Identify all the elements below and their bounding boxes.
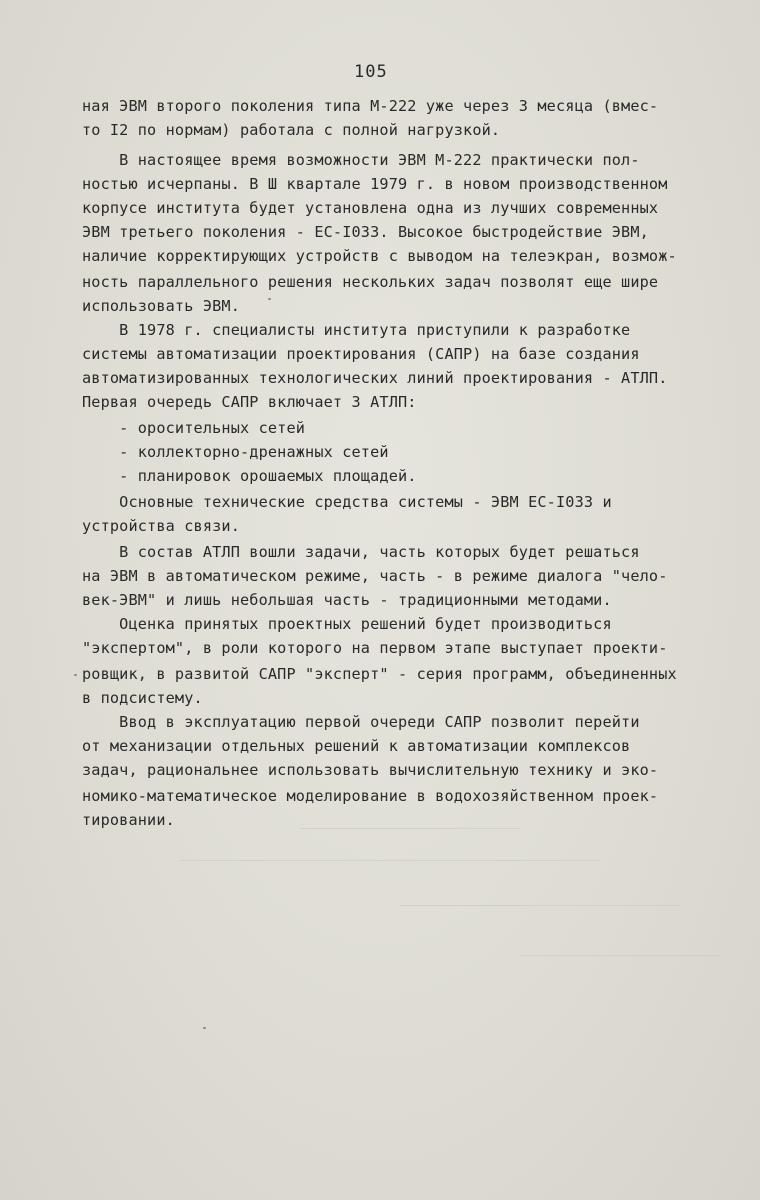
- list-item: - коллекторно-дренажных сетей: [82, 443, 389, 461]
- show-through-mark: [400, 905, 680, 906]
- text-line: Оценка принятых проектных решений будет производиться: [82, 615, 612, 633]
- paper-speck: [74, 674, 77, 676]
- text-line: использовать ЭВМ.: [82, 297, 240, 315]
- text-line: задач, рациональнее использовать вычислительную технику и эко-: [82, 761, 659, 779]
- text-line: В состав АТЛП вошли задачи, часть которых будет решаться: [82, 543, 640, 561]
- text-line: ность параллельного решения нескольких задач позволят еще шире: [82, 273, 659, 291]
- paper-speck: [203, 1027, 206, 1029]
- text-line: номико-математическое моделирование в водохозяйственном проек-: [82, 787, 659, 805]
- text-line: устройства связи.: [82, 517, 240, 535]
- list-item: - оросительных сетей: [82, 419, 306, 437]
- text-line: корпусе института будет установлена одна из лучших современных: [82, 199, 659, 217]
- text-line: наличие корректирующих устройств с выводом на телеэкран, возмож-: [82, 247, 677, 265]
- text-line: системы автоматизации проектирования (САПР) на базе создания: [82, 345, 640, 363]
- text-line: от механизации отдельных решений к автоматизации комплексов: [82, 737, 631, 755]
- text-line: ЭВМ третьего поколения - ЕС-I033. Высокое быстродействие ЭВМ,: [82, 223, 649, 241]
- text-line: ровщик, в развитой САПР "эксперт" - серия программ, объединенных: [82, 665, 677, 683]
- show-through-mark: [180, 860, 600, 861]
- text-line: "экспертом", в роли которого на первом этапе выступает проекти-: [82, 639, 668, 657]
- text-line: в подсистему.: [82, 689, 203, 707]
- text-line: В настоящее время возможности ЭВМ М-222 практически пол-: [82, 151, 640, 169]
- text-line: Основные технические средства системы - ЭВМ ЕС-I033 и: [82, 493, 612, 511]
- text-line: автоматизированных технологических линий проектирования - АТЛП.: [82, 369, 668, 387]
- text-line: тировании.: [82, 811, 175, 829]
- text-line: ная ЭВМ второго поколения типа М-222 уже через 3 месяца (вмес-: [82, 97, 659, 115]
- text-line: на ЭВМ в автоматическом режиме, часть - в режиме диалога "чело-: [82, 567, 668, 585]
- text-line: Первая очередь САПР включает 3 АТЛП:: [82, 393, 417, 411]
- paper-speck: [268, 298, 271, 300]
- show-through-mark: [300, 828, 520, 829]
- show-through-mark: [520, 955, 720, 956]
- text-line: то I2 по нормам) работала с полной нагрузкой.: [82, 121, 501, 139]
- list-item: - планировок орошаемых площадей.: [82, 467, 417, 485]
- page-number: 105: [354, 62, 388, 82]
- text-line: В 1978 г. специалисты института приступили к разработке: [82, 321, 631, 339]
- text-line: век-ЭВМ" и лишь небольшая часть - традиционными методами.: [82, 591, 612, 609]
- text-line: ностью исчерпаны. В Ш квартале 1979 г. в новом производственном: [82, 175, 668, 193]
- text-line: Ввод в эксплуатацию первой очереди САПР позволит перейти: [82, 713, 640, 731]
